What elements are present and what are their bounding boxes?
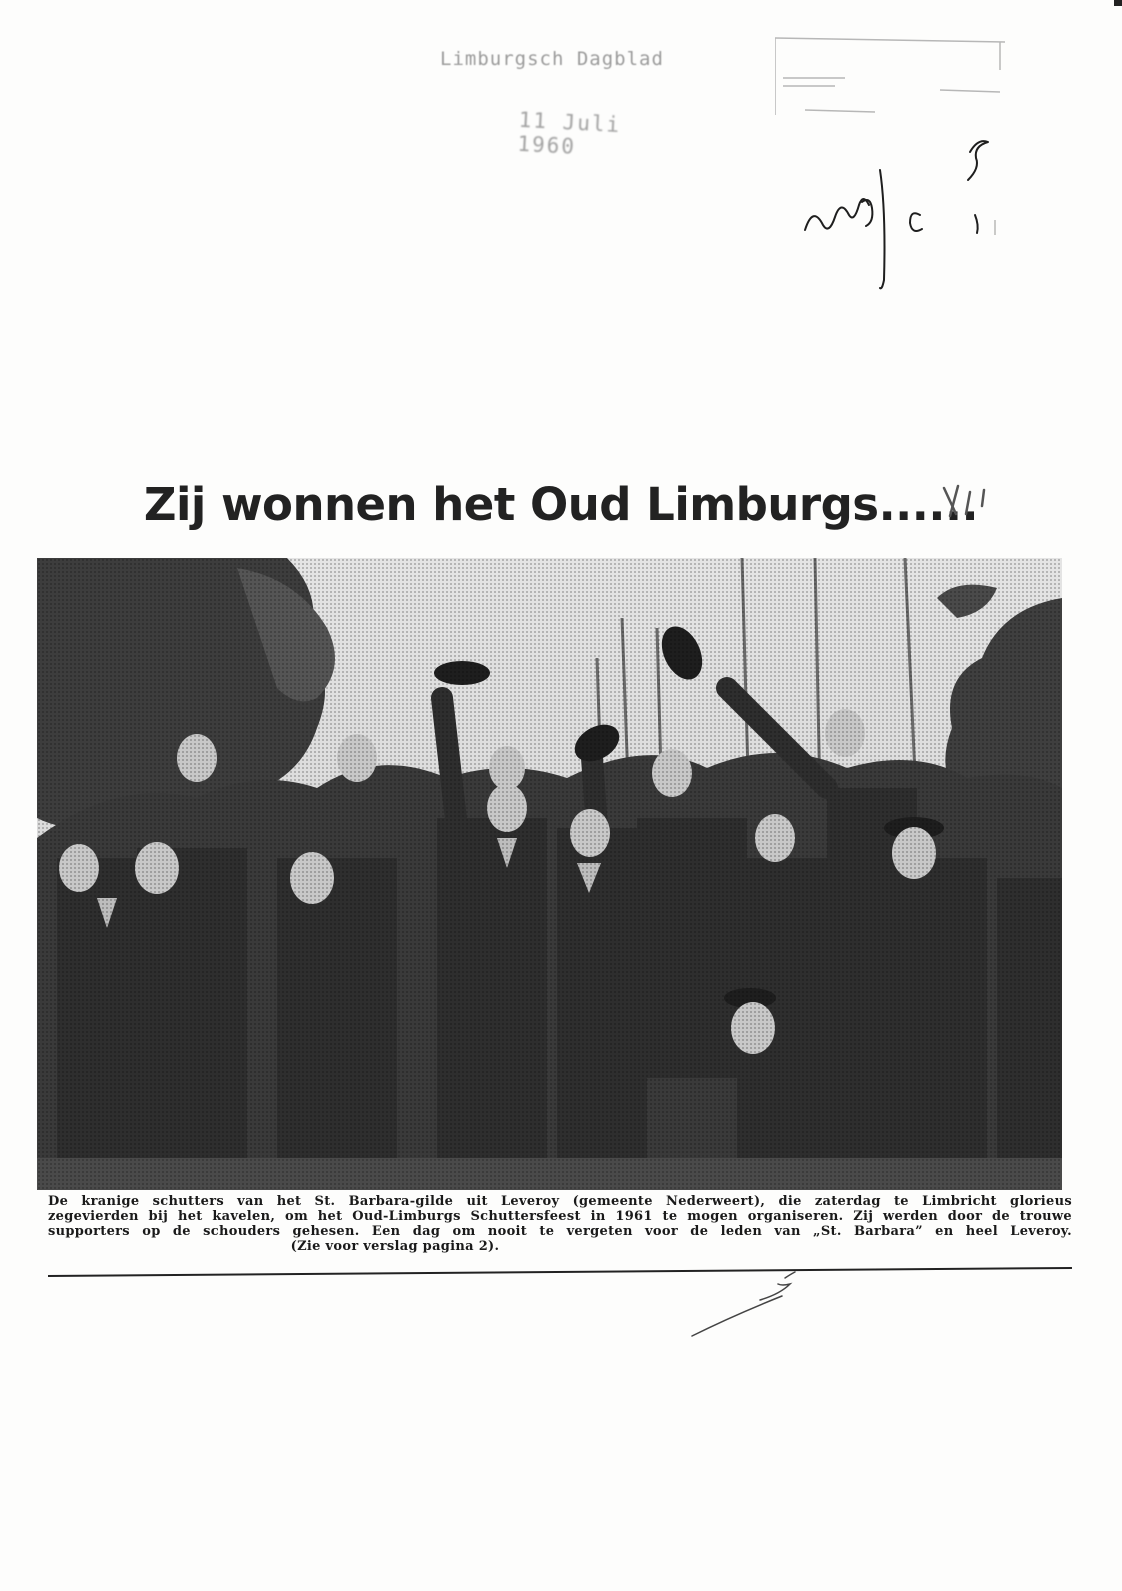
scan-edge-mark — [1114, 0, 1122, 6]
stamp-date: 11 Juli 1960 — [516, 107, 622, 159]
news-photograph — [37, 558, 1062, 1190]
caption-line: zegevierden bij het kavelen, om het Oud-Limburgs Schuttersfeest in 1961 te mogen organiseren. Zij werden door de trouwe — [48, 1209, 1072, 1224]
stamp-newspaper-name: Limburgsch Dagblad — [440, 48, 664, 70]
caption-line: (Zie voor verslag pagina 2). — [290, 1239, 500, 1254]
photo-caption — [48, 1194, 1072, 1254]
handwritten-annotation — [800, 120, 1040, 290]
article-headline: Zij wonnen het Oud Limburgs...... — [143, 478, 979, 531]
handwritten-mark — [940, 482, 1030, 522]
handwritten-stroke — [690, 1270, 820, 1340]
caption-line: supporters op de schouders gehesen. Een dag om nooit te vergeten voor de leden van „St. Barbara” en heel Leveroy. — [48, 1224, 1072, 1239]
archive-stamp — [440, 40, 680, 159]
caption-line: De kranige schutters van het St. Barbara-gilde uit Leveroy (gemeente Nederweert), die zaterdag te Limbricht glorieus — [48, 1194, 1072, 1209]
divider-rule — [48, 1267, 1072, 1277]
